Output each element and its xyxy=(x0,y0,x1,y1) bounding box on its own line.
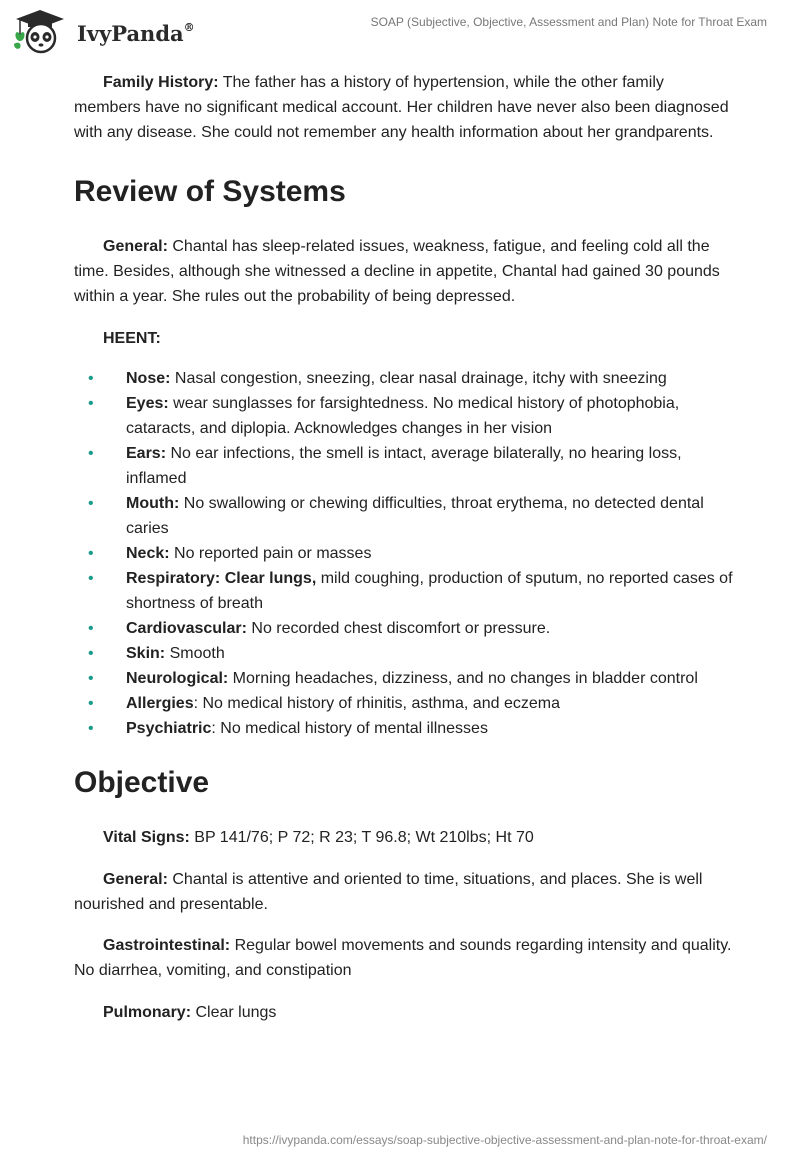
source-url[interactable]: https://ivypanda.com/essays/soap-subjective-objective-assessment-and-plan-note-for-throat-exam/ xyxy=(242,1133,767,1147)
objective-heading: Objective xyxy=(74,766,210,799)
document-body xyxy=(74,70,734,1025)
family-history-paragraph: Family History: The father has a history of hypertension, while the other family members have no significant medical account. Her children have never also been diagnosed with any disease. She could not remember any health information about her grandparents. xyxy=(74,74,729,141)
list-item-mouth: • Mouth: No swallowing or chewing difficulties, throat erythema, no detected dental caries xyxy=(88,495,704,537)
list-item-neurological: • Neurological: Morning headaches, dizziness, and no changes in bladder control xyxy=(88,670,698,687)
list-item-ears: • Ears: No ear infections, the smell is intact, average bilaterally, no hearing loss, inflamed xyxy=(88,445,682,487)
general-paragraph: General: Chantal has sleep-related issues, weakness, fatigue, and feeling cold all the time. Besides, although she witnessed a decline in appetite, Chantal had gained 30 pounds within a year. She rules out the probability of being depressed. xyxy=(74,238,720,305)
page-header xyxy=(0,0,800,60)
heent-label: HEENT: xyxy=(103,330,161,347)
list-item-nose: • Nose: Nasal congestion, sneezing, clear nasal drainage, itchy with sneezing xyxy=(88,370,667,387)
list-item-eyes: • Eyes: wear sunglasses for farsightedness. No medical history of photophobia, cataracts, and diplopia. Acknowledges changes in her vision xyxy=(88,395,680,437)
objective-general-paragraph: General: Chantal is attentive and oriented to time, situations, and places. She is well nourished and presentable. xyxy=(74,871,703,913)
gastrointestinal-paragraph: Gastrointestinal: Regular bowel movements and sounds regarding intensity and quality. No diarrhea, vomiting, and constipation xyxy=(74,937,732,979)
pulmonary-paragraph: Pulmonary: Clear lungs xyxy=(103,1004,277,1021)
review-of-systems-heading: Review of Systems xyxy=(74,175,346,208)
list-item-neck: • Neck: No reported pain or masses xyxy=(88,545,372,562)
list-item-psychiatric: • Psychiatric: No medical history of mental illnesses xyxy=(88,720,488,737)
panda-graduate-icon xyxy=(14,8,72,54)
list-item-skin: • Skin: Smooth xyxy=(88,645,225,662)
list-item-cardiovascular: • Cardiovascular: No recorded chest discomfort or pressure. xyxy=(88,620,551,637)
list-item-respiratory: • Respiratory: Clear lungs, mild coughing, production of sputum, no reported cases of shortness of breath xyxy=(88,570,733,612)
brand-name: IvyPanda® xyxy=(77,20,195,46)
list-item-allergies: • Allergies: No medical history of rhinitis, asthma, and eczema xyxy=(88,695,560,712)
document-title: SOAP (Subjective, Objective, Assessment and Plan) Note for Throat Exam xyxy=(370,15,767,29)
ivypanda-logo[interactable] xyxy=(14,8,195,54)
vital-signs-paragraph: Vital Signs: BP 141/76; P 72; R 23; T 96.8; Wt 210lbs; Ht 70 xyxy=(103,829,534,846)
heent-list xyxy=(74,366,734,741)
